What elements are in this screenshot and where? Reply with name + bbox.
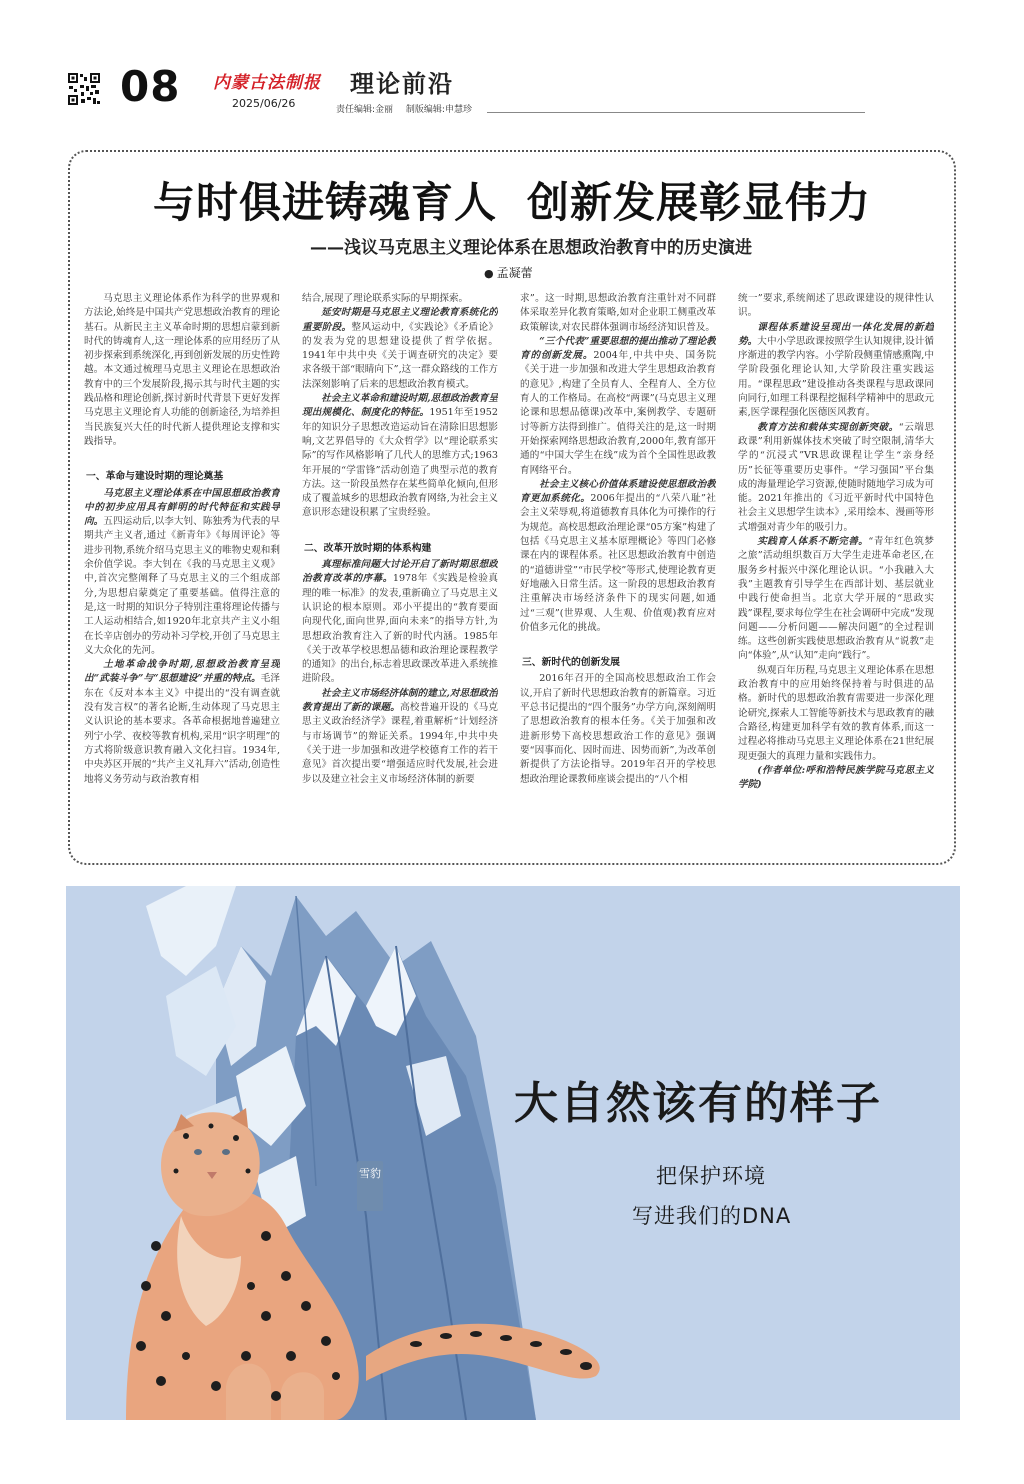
author-affiliation: (作者单位:呼和浩特民族学院马克思主义学院) — [738, 764, 934, 791]
lead-in: “三个代表”重要思想的提出推动了理论教育的创新发展。 — [520, 335, 716, 362]
newspaper-logo: 内蒙古法制报 — [213, 73, 321, 93]
paragraph: 教育方法和载体实现创新突破。“云端思政课”利用新媒体技术突破了时空限制,清华大学的“沉浸式”VR思政课程让学生“亲身经历”长征等重要历史事件。“学习强国”平台集成的海量理论学习资源,使随时随地学习成为可能。2021年推出的《习近平新时代中国特色社会主义思想学生读本》,采用绘本、漫画等形式增强对青少年的吸引力。 — [738, 421, 934, 533]
lead-in: 土地革命战争时期,思想政治教育呈现出“武装斗争”与“思想建设”并重的特点。 — [84, 659, 280, 685]
paragraph: 延安时期是马克思主义理论教育系统化的重要阶段。整风运动中,《实践论》《矛盾论》的发表为党的思想建设提供了哲学依据。1941年中共中央《关于调查研究的决定》要求各级干部“眼睛向下”,这一群众路线的工作方法深刻影响了后来的思想政治教育模式。 — [302, 307, 498, 390]
article-column-1 — [84, 292, 280, 848]
article-subheadline: ——浅议马克思主义理论体系在思想政治教育中的历史演进 — [310, 238, 752, 258]
illustration-title: 大自然该有的样子 — [514, 1078, 882, 1129]
layout-editor: 制版编辑:申慧珍 — [405, 105, 472, 115]
section-heading-2: 二、改革开放时期的体系构建 — [304, 542, 432, 554]
paragraph: 社会主义革命和建设时期,思想政治教育呈现出规模化、制度化的特征。1951年至1952年的知识分子思想改造运动旨在清除旧思想影响,文艺界倡导的《大众哲学》以“理论联系实际”的写作风格影响了几代人的思维方式;1963年开展的“学雷锋”活动创造了典型示范的教育方法。这一阶段虽然存在某些简单化倾向,但形成了覆盖城乡的思想政治教育网络,为社会主义意识形态建设积累了宝贵经验。 — [302, 393, 498, 519]
snow-leopard-seal: 雪豹 — [357, 1161, 383, 1211]
lead-in: 实践育人体系不断完善。 — [757, 536, 869, 548]
section-heading-1: 一、革命与建设时期的理论奠基 — [86, 471, 224, 483]
paragraph: 社会主义核心价值体系建设使思想政治教育更加系统化。2006年提出的“八荣八耻”社会主义荣辱观,将道德教育具体化为可操作的行为规范。高校思想政治理论课“05方案”构建了包括《马克思主义基本原理概论》等四门必修课在内的课程体系。社区思想政治教育中创造的“道德讲堂”“市民学校”等形式,使理论教育更好地融入日常生活。这一阶段的思想政治教育注重解决市场经济条件下的现实问题,如通过“三观”(世界观、人生观、价值观)教育应对价值多元化的挑战。 — [520, 478, 716, 633]
paragraph: 统一”要求,系统阐述了思政课建设的规律性认识。 — [738, 293, 934, 319]
qr-code-icon — [67, 72, 101, 106]
lead-in: 教育方法和载体实现创新突破。 — [757, 421, 899, 433]
paragraph: 结合,展现了理论联系实际的早期探索。 — [302, 293, 469, 304]
paragraph: 马克思主义理论体系作为科学的世界观和方法论,始终是中国共产党思想政治教育的理论基石。从新民主主义革命时期的思想启蒙到新时代的铸魂育人,这一理论体系的应用经历了从初步探索到系统深化,再到创新发展的历史性跨越。本文通过梳理马克思主义理论在思想政治教育中的三个发展阶段,揭示其与时代主题的实践品格和理论创新,探讨新时代背景下更好发挥马克思主义理论育人功能的创新途径,为培养担当民族复兴大任的时代新人提供理论支撑和实践指导。 — [84, 293, 280, 447]
lead-in: 社会主义革命和建设时期,思想政治教育呈现出规模化、制度化的特征。 — [302, 393, 498, 419]
article-column-3 — [520, 292, 716, 848]
paragraph: 2016年召开的全国高校思想政治工作会议,开启了新时代思想政治教育的新篇章。习近平总书记提出的“四个服务”办学方向,深刻阐明了思想政治教育的根本任务。《关于加强和改进新形势下高校思想政治工作的意见》强调要“因事而化、因时而进、因势而新”,为改革创新提供了方法论指导。2019年召开的学校思想政治理论课教师座谈会提出的“八个相 — [520, 673, 716, 785]
paragraph: 土地革命战争时期,思想政治教育呈现出“武装斗争”与“思想建设”并重的特点。毛泽东在《反对本本主义》中提出的“没有调查就没有发言权”的著名论断,生动体现了马克思主义认识论的基本要求。各革命根据地普遍建立列宁小学、夜校等教育机构,采用“识字明理”的方式将阶级意识教育融入文化扫盲。1934年,中央苏区开展的“共产主义礼拜六”活动,创造性地将义务劳动与政治教育相 — [84, 659, 280, 785]
mountain-leopard-artwork — [66, 886, 960, 1420]
paragraph: 纵观百年历程,马克思主义理论体系在思想政治教育中的应用始终保持着与时俱进的品格。新时代的思想政治教育需要进一步深化理论研究,探索人工智能等新技术与思政教育的融合路径,构建更加科学有效的教育体系,而这一过程必将推动马克思主义理论体系在21世纪展现更强大的真理力量和实践伟力。 — [738, 664, 934, 762]
issue-date: 2025/06/26 — [232, 97, 296, 110]
editor-credits — [336, 102, 482, 115]
snow-leopard-illustration — [66, 886, 960, 1420]
headline-part-2: 创新发展彰显伟力 — [527, 178, 872, 227]
lead-in: 真理标准问题大讨论开启了新时期思想政治教育改革的序幕。 — [302, 559, 498, 585]
section-title: 理论前沿 — [350, 69, 454, 98]
paragraph: 实践育人体系不断完善。“青年红色筑梦之旅”活动组织数百万大学生走进革命老区,在服务乡村振兴中深化理论认识。“小我融入大我”主题教育引导学生在西部计划、基层就业中践行使命担当。北京大学开展的“思政实践”课程,要求每位学生在社会调研中完成“发现问题——分析问题——解决问题”的全过程训练。这些创新实践使思想政治教育从“说教”走向“体验”,从“认知”走向“践行”。 — [738, 536, 934, 662]
article-column-4 — [738, 292, 934, 848]
author-byline: ● 孟凝蕾 — [484, 264, 533, 281]
paragraph: 社会主义市场经济体制的建立,对思想政治教育提出了新的课题。高校普遍开设的《马克思主义政治经济学》课程,着重解析“计划经济与市场调节”的辩证关系。1994年,中共中央《关于进一步加强和改进学校德育工作的若干意见》首次提出要“增强适应时代发展,社会进步以及建立社会主义市场经济体制的新要 — [302, 687, 498, 785]
lead-in: 社会主义核心价值体系建设使思想政治教育更加系统化。 — [520, 478, 716, 505]
editor-in-charge: 责任编辑:金丽 — [336, 105, 394, 115]
article-headline — [68, 170, 956, 230]
illustration-slogan-line-1: 把保护环境 — [656, 1164, 766, 1188]
headline-part-1: 与时俱进铸魂育人 — [152, 178, 497, 227]
section-heading-3: 三、新时代的创新发展 — [522, 657, 620, 669]
lead-in: 马克思主义理论体系在中国思想政治教育中的初步应用具有鲜明的时代特征和实践导向。 — [84, 487, 280, 528]
paragraph: 求”。这一时期,思想政治教育注重针对不同群体采取差异化教育策略,如对企业职工侧重改革政策解读,对农民群体强调市场经济知识普及。 — [520, 293, 716, 333]
page-number: 08 — [120, 62, 181, 111]
header-rule — [487, 112, 865, 113]
article-column-2 — [302, 292, 498, 848]
article-body — [84, 292, 944, 848]
paragraph: 马克思主义理论体系在中国思想政治教育中的初步应用具有鲜明的时代特征和实践导向。五四运动后,以李大钊、陈独秀为代表的早期共产主义者,通过《新青年》《每周评论》等进步刊物,系统介绍马克思主义的唯物史观和剩余价值学说。李大钊在《我的马克思主义观》中,首次完整阐释了马克思主义的三个组成部分,为思想启蒙奠定了重要基础。值得注意的是,这一时期的知识分子特别注重将理论传播与工人运动相结合,如1920年北京共产主义小组在长辛店创办的劳动补习学校,开创了马克思主义大众化的先河。 — [84, 487, 280, 656]
paragraph: 课程体系建设呈现出一体化发展的新趋势。大中小学思政课按照学生认知规律,设计循序渐进的教学内容。小学阶段侧重情感熏陶,中学阶段强化理论认知,大学阶段注重实践运用。“课程思政”建设推动各类课程与思政课同向同行,如理工科课程挖掘科学精神中的思政元素,医学课程强化医德医风教育。 — [738, 321, 934, 419]
masthead — [0, 0, 1024, 120]
paragraph: 真理标准问题大讨论开启了新时期思想政治教育改革的序幕。1978年《实践是检验真理的唯一标准》的发表,重新确立了马克思主义认识论的根本原则。邓小平提出的“教育要面向现代化,面向世界,面向未来”的指导方针,为思想政治教育注入了新的时代内涵。1985年《关于改革学校思想品德和政治理论课程教学的通知》的出台,标志着思政课改革进入系统推进阶段。 — [302, 559, 498, 685]
lead-in: 延安时期是马克思主义理论教育系统化的重要阶段。 — [302, 307, 498, 333]
lead-in: 社会主义市场经济体制的建立,对思想政治教育提出了新的课题。 — [302, 687, 498, 714]
illustration-slogan-line-2: 写进我们的DNA — [632, 1204, 792, 1228]
paragraph: “三个代表”重要思想的提出推动了理论教育的创新发展。2004年,中共中央、国务院《关于进一步加强和改进大学生思想政治教育的意见》,构建了全员育人、全程育人、全方位育人的工作格局。在高校“两课”(马克思主义理论课和思想品德课)改革中,案例教学、专题研讨等新方法得到推广。值得关注的是,这一时期开始探索网络思想政治教育,2000年,教育部开通的“中国大学生在线”成为首个全国性思政教育网络平台。 — [520, 335, 716, 476]
lead-in: 课程体系建设呈现出一体化发展的新趋势。 — [738, 321, 934, 347]
